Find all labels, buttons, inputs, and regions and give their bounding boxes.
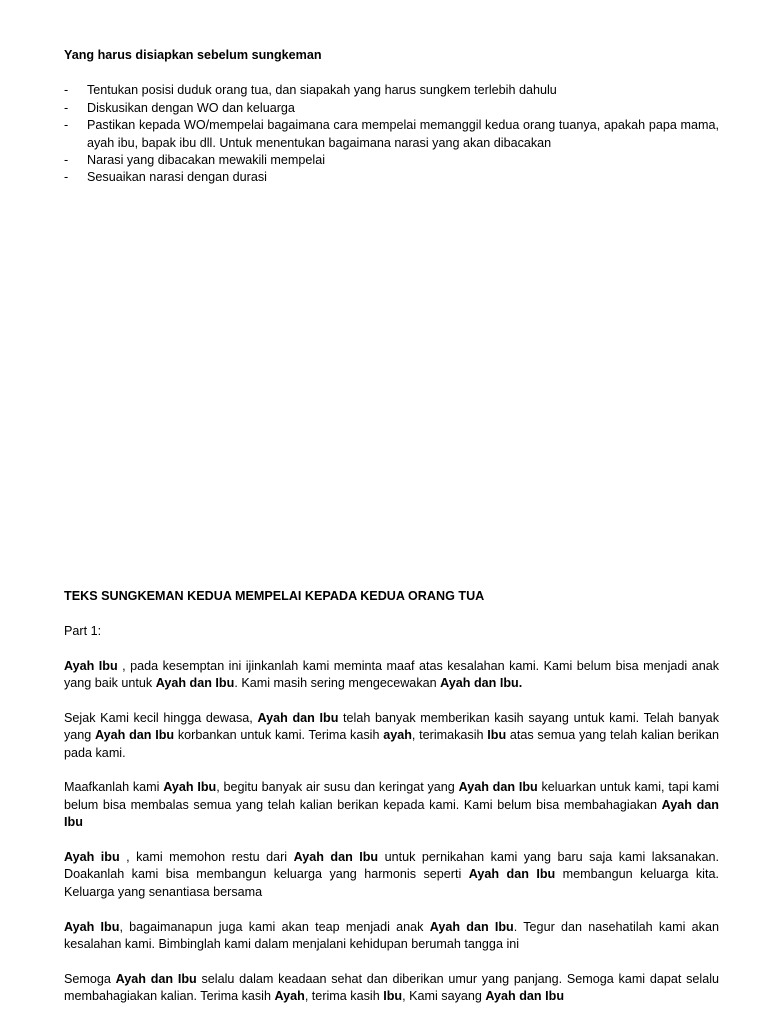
list-item-text: Pastikan kepada WO/mempelai bagaimana cara mempelai memanggil kedua orang tuanya, apakah papa mama, ayah ibu, bapak ibu dll. Untuk menentukan bagaimana narasi yang akan dibacakan: [87, 118, 719, 150]
bold-run: Ayah dan Ibu: [293, 850, 379, 865]
sungkeman-text-section: [64, 588, 719, 1006]
text-run: . Kami masih sering mengecewakan: [234, 676, 441, 690]
paragraph: [64, 849, 719, 901]
list-item: [64, 152, 719, 169]
bold-run: Ibu: [383, 989, 403, 1004]
bold-run: Ayah Ibu: [64, 658, 118, 673]
part-label: Part 1:: [64, 623, 102, 638]
paragraph: [64, 658, 719, 693]
bold-run: Ayah: [274, 989, 305, 1004]
bold-run: Ayah dan Ibu: [115, 971, 197, 986]
text-run: Sejak Kami kecil hingga dewasa,: [64, 710, 258, 725]
bold-run: Ayah dan Ibu: [257, 710, 339, 725]
paragraph: [64, 919, 719, 954]
bold-run: Ayah Ibu: [64, 919, 120, 934]
text-run: , bagaimanapun juga kami akan teap menjadi anak: [119, 919, 430, 934]
list-item: [64, 169, 719, 186]
bold-run: Ayah dan Ibu: [155, 676, 235, 690]
text-run: untuk pernikahan kami yang baru saja kami laksanakan. Doakanlah kami bisa membangun keluarga yang harmonis seperti: [64, 850, 719, 882]
list-item-text: Tentukan posisi duduk orang tua, dan siapakah yang harus sungkem terlebih dahulu: [87, 83, 557, 98]
bold-run: Ayah dan Ibu: [485, 989, 565, 1004]
text-run: , begitu banyak air susu dan keringat yang: [216, 780, 459, 795]
bold-run: Ayah Ibu: [163, 780, 217, 795]
text-run: Maafkanlah kami: [64, 780, 164, 795]
bold-run: Ayah dan Ibu: [468, 867, 556, 882]
preparation-section: [64, 47, 719, 187]
text-run: . Tegur dan nasehatilah kami akan kesalahan kami. Bimbinglah kami dalam menjalani kehidupan berumah tangga ini: [64, 919, 719, 952]
list-item-text: Narasi yang dibacakan mewakili mempelai: [87, 153, 325, 168]
text-run: , Kami sayang: [402, 989, 486, 1004]
text-run: selalu dalam keadaan sehat dan diberikan umur yang panjang. Semoga kami dapat selalu membahagiakan kalian. Terima kasih: [64, 971, 719, 1004]
text-run: Semoga: [64, 971, 116, 986]
list-item: [64, 82, 719, 99]
bullet-dash: -: [64, 118, 69, 133]
paragraph: [64, 779, 719, 831]
bold-run: ayah: [383, 728, 412, 743]
text-run: korbankan untuk kami. Terima kasih: [174, 728, 384, 743]
bullet-dash: -: [64, 100, 69, 115]
paragraph: [64, 710, 719, 762]
text-run: telah banyak memberikan kasih sayang untuk kami. Telah banyak yang: [64, 710, 719, 743]
bold-run: Ayah dan Ibu: [458, 780, 538, 795]
bold-run: Ayah dan Ibu: [429, 919, 514, 934]
list-item-text: Diskusikan dengan WO dan keluarga: [87, 100, 295, 115]
bold-run: Ibu: [487, 728, 507, 743]
text-run: , terima kasih: [304, 989, 384, 1004]
list-item-text: Sesuaikan narasi dengan durasi: [87, 170, 267, 185]
bullet-dash: -: [64, 83, 69, 98]
text-run: , pada kesemptan ini ijinkanlah kami meminta maaf atas kesalahan kami. Kami belum bisa menjadi anak yang baik untuk: [64, 658, 720, 690]
bold-run: Ayah dan Ibu: [64, 797, 719, 830]
paragraph: [64, 971, 719, 1006]
text-run: membangun keluarga kita. Keluarga yang senantiasa bersama: [64, 867, 719, 899]
text-run: keluarkan untuk kami, tapi kami belum bisa membalas semua yang telah kalian berikan kepada kami. Kami belum bisa membahagiakan: [64, 780, 719, 812]
text-run: , kami memohon restu dari: [119, 850, 294, 865]
bold-run: Ayah dan Ibu.: [440, 676, 523, 690]
preparation-heading: Yang harus disiapkan sebelum sungkeman: [64, 48, 322, 62]
preparation-list: [64, 82, 719, 186]
list-item: [64, 117, 719, 152]
list-item: [64, 100, 719, 117]
bold-run: Ayah ibu: [64, 850, 120, 865]
text-run: , terimakasih: [411, 728, 488, 743]
bold-run: Ayah dan Ibu: [95, 728, 175, 743]
text-run: atas semua yang telah kalian berikan pada kami.: [64, 728, 719, 760]
sungkeman-heading: TEKS SUNGKEMAN KEDUA MEMPELAI KEPADA KEDUA ORANG TUA: [64, 589, 485, 603]
bullet-dash: -: [64, 170, 69, 185]
bullet-dash: -: [64, 153, 69, 168]
